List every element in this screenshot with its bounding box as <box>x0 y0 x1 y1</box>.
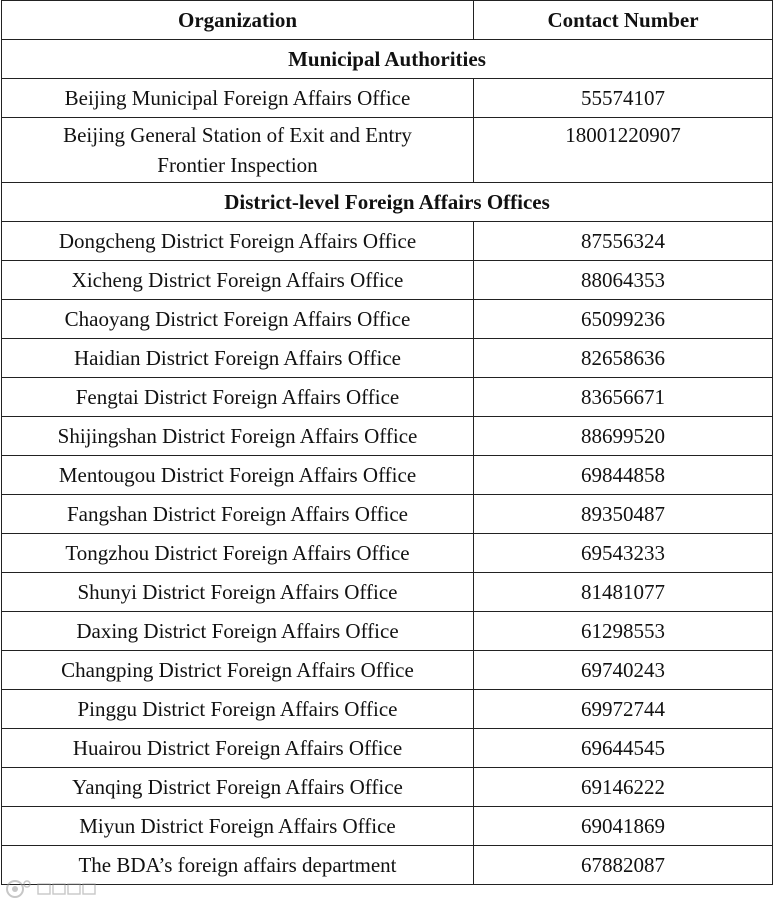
organization-cell: Huairou District Foreign Affairs Office <box>2 729 474 768</box>
organization-cell: Daxing District Foreign Affairs Office <box>2 612 474 651</box>
table-row <box>2 768 773 807</box>
phone-cell: 69543233 <box>474 534 773 573</box>
phone-cell: 18001220907 <box>474 118 773 183</box>
table-row <box>2 378 773 417</box>
organization-cell: Yanqing District Foreign Affairs Office <box>2 768 474 807</box>
organization-cell: Fangshan District Foreign Affairs Office <box>2 495 474 534</box>
phone-cell: 69041869 <box>474 807 773 846</box>
phone-cell: 69740243 <box>474 651 773 690</box>
phone-cell: 69644545 <box>474 729 773 768</box>
organization-line: Frontier Inspection <box>157 153 318 177</box>
phone-cell: 82658636 <box>474 339 773 378</box>
watermark-mark <box>37 881 107 897</box>
phone-cell: 69844858 <box>474 456 773 495</box>
watermark-logo-icon <box>4 878 34 900</box>
phone-cell: 69972744 <box>474 690 773 729</box>
phone-cell: 88064353 <box>474 261 773 300</box>
table-row <box>2 456 773 495</box>
organization-line: Beijing General Station of Exit and Entry <box>63 123 412 147</box>
table-row <box>2 261 773 300</box>
section-row-district <box>2 183 773 222</box>
organization-cell: Shunyi District Foreign Affairs Office <box>2 573 474 612</box>
organization-cell: Chaoyang District Foreign Affairs Office <box>2 300 474 339</box>
organization-cell: Dongcheng District Foreign Affairs Office <box>2 222 474 261</box>
organization-cell: Beijing Municipal Foreign Affairs Office <box>2 79 474 118</box>
phone-cell: 55574107 <box>474 79 773 118</box>
table-row <box>2 300 773 339</box>
table-row <box>2 222 773 261</box>
organization-cell: Fengtai District Foreign Affairs Office <box>2 378 474 417</box>
table-row <box>2 807 773 846</box>
table-row <box>2 79 773 118</box>
organization-cell: Mentougou District Foreign Affairs Office <box>2 456 474 495</box>
phone-cell: 65099236 <box>474 300 773 339</box>
organization-cell: Haidian District Foreign Affairs Office <box>2 339 474 378</box>
phone-cell: 69146222 <box>474 768 773 807</box>
organization-cell: Miyun District Foreign Affairs Office <box>2 807 474 846</box>
organization-cell: Xicheng District Foreign Affairs Office <box>2 261 474 300</box>
organization-cell: Shijingshan District Foreign Affairs Office <box>2 417 474 456</box>
phone-cell: 83656671 <box>474 378 773 417</box>
table-row <box>2 729 773 768</box>
header-row <box>2 1 773 40</box>
table-row <box>2 573 773 612</box>
table-row <box>2 690 773 729</box>
table-row <box>2 534 773 573</box>
table-row <box>2 339 773 378</box>
organization-cell: Tongzhou District Foreign Affairs Office <box>2 534 474 573</box>
column-header-organization: Organization <box>2 1 474 40</box>
section-title: Municipal Authorities <box>2 40 773 79</box>
table-row <box>2 651 773 690</box>
organization-cell: The BDA’s foreign affairs department <box>2 846 474 885</box>
organization-cell <box>2 118 474 183</box>
column-header-contact-number: Contact Number <box>474 1 773 40</box>
phone-cell: 87556324 <box>474 222 773 261</box>
table-row <box>2 118 773 183</box>
table-row <box>2 495 773 534</box>
table-row <box>2 417 773 456</box>
section-title: District-level Foreign Affairs Offices <box>2 183 773 222</box>
contacts-table <box>1 0 773 885</box>
watermark <box>4 876 107 902</box>
table-row <box>2 612 773 651</box>
phone-cell: 89350487 <box>474 495 773 534</box>
phone-cell: 61298553 <box>474 612 773 651</box>
phone-cell: 67882087 <box>474 846 773 885</box>
organization-cell: Changping District Foreign Affairs Office <box>2 651 474 690</box>
phone-cell: 88699520 <box>474 417 773 456</box>
section-row-municipal <box>2 40 773 79</box>
organization-cell: Pinggu District Foreign Affairs Office <box>2 690 474 729</box>
table-row <box>2 846 773 885</box>
phone-cell: 81481077 <box>474 573 773 612</box>
